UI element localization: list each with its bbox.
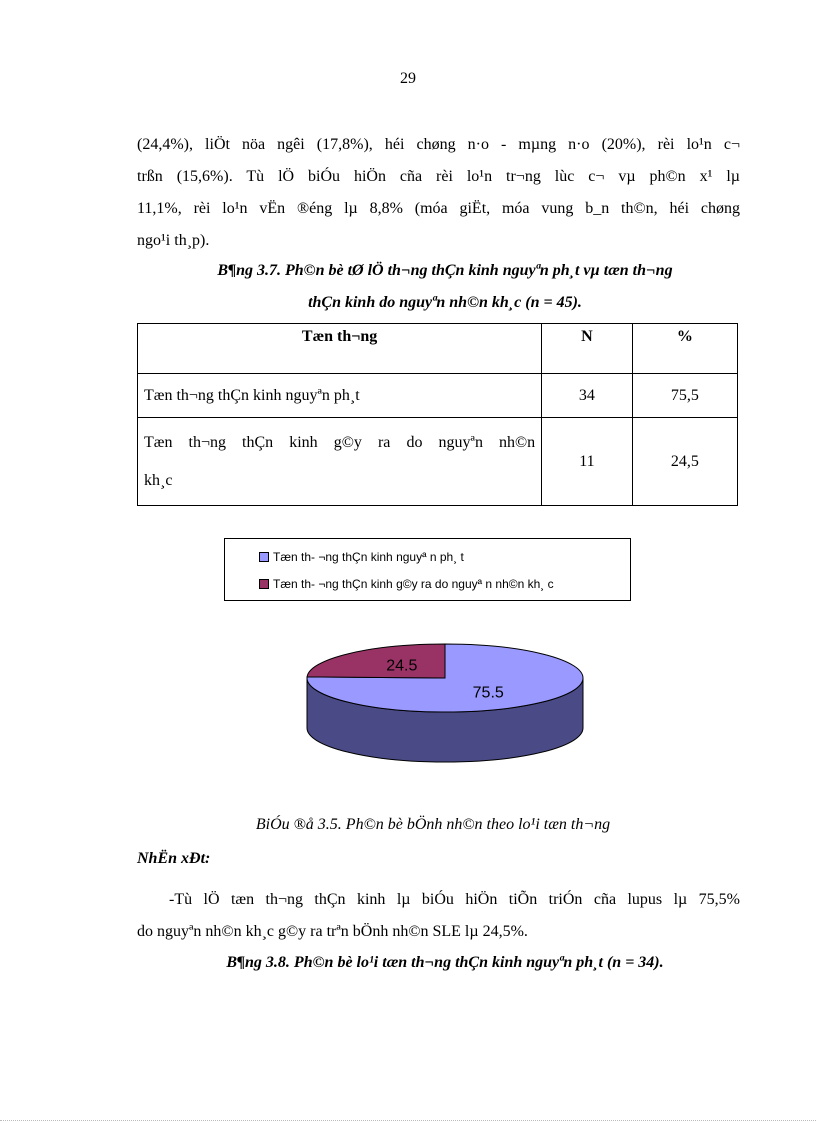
intro-line: 11,1%, rèi lo¹n vËn ®éng lµ 8,8% (móa giËt, móa vung b_n th©n, héi chøng (137, 200, 740, 217)
legend-label: Tæn th- ¬ng thÇn kinh g©y ra do nguyª n nh©n kh¸ c (273, 577, 554, 591)
row-label: Tæn th¬ng thÇn kinh nguyªn ph¸t (138, 374, 542, 418)
legend-item (259, 549, 464, 565)
legend-swatch (259, 579, 269, 589)
pie-chart (300, 636, 590, 766)
header-lesion: Tæn th¬ng (138, 324, 542, 374)
header-n: N (542, 324, 632, 374)
row-label-line: Tæn th¬ng thÇn kinh g©y ra do nguyªn nh©n (144, 433, 536, 451)
data-table (137, 323, 738, 506)
table2-caption: B¶ng 3.8. Ph©n bè lo¹i tæn th¬ng thÇn kinh nguyªn ph¸t (n = 34). (226, 954, 664, 971)
intro-line: trßn (15,6%). Tù lÖ biÓu hiÖn cña rèi lo¹n tr¬ng lùc c¬ vµ ph©n x¹ lµ (137, 168, 740, 185)
table-caption-line-1: B¶ng 3.7. Ph©n bè tØ lÖ th¬ng thÇn kinh nguyªn ph¸t vµ tæn th¬ng (217, 262, 673, 279)
pie-data-label: 75.5 (472, 684, 504, 702)
remark-line: -Tù lÖ tæn th¬ng thÇn kinh lµ biÓu hiÖn tiÕn triÓn cña lupus lµ 75,5% (169, 891, 740, 908)
intro-line: ngo¹i th¸p). (137, 232, 210, 249)
section-heading: NhËn xÐt: (137, 850, 211, 867)
legend-swatch (259, 552, 269, 562)
row-label-line: kh¸c (144, 471, 173, 489)
row-n: 11 (542, 418, 632, 506)
figure-caption: BiÓu ®å 3.5. Ph©n bè bÖnh nh©n theo lo¹i tæn th¬ng (255, 816, 611, 833)
row-label (138, 418, 542, 506)
chart-legend (224, 538, 631, 601)
row-n: 34 (542, 374, 632, 418)
remark-paragraph (137, 884, 740, 948)
pie-slice (307, 644, 445, 678)
page-bottom-rule (0, 1120, 816, 1121)
page-number: 29 (400, 70, 416, 87)
legend-label: Tæn th- ¬ng thÇn kinh nguyª n ph¸ t (273, 550, 464, 564)
table-row (138, 418, 738, 506)
intro-paragraph (137, 129, 740, 257)
intro-line: (24,4%), liÖt nöa ngêi (17,8%), héi chøng n·o - mµng n·o (20%), rèi lo¹n c¬ (137, 136, 740, 153)
remark-line: do nguyªn nh©n kh¸c g©y ra trªn bÖnh nh©n SLE lµ 24,5%. (137, 923, 528, 940)
header-percent: % (632, 324, 737, 374)
row-percent: 75,5 (632, 374, 737, 418)
row-percent: 24,5 (632, 418, 737, 506)
table-header-row (138, 324, 738, 374)
legend-item (259, 576, 554, 592)
table-row (138, 374, 738, 418)
table-caption-line-2: thÇn kinh do nguyªn nh©n kh¸c (n = 45). (308, 294, 582, 311)
pie-data-label: 24.5 (386, 657, 418, 675)
